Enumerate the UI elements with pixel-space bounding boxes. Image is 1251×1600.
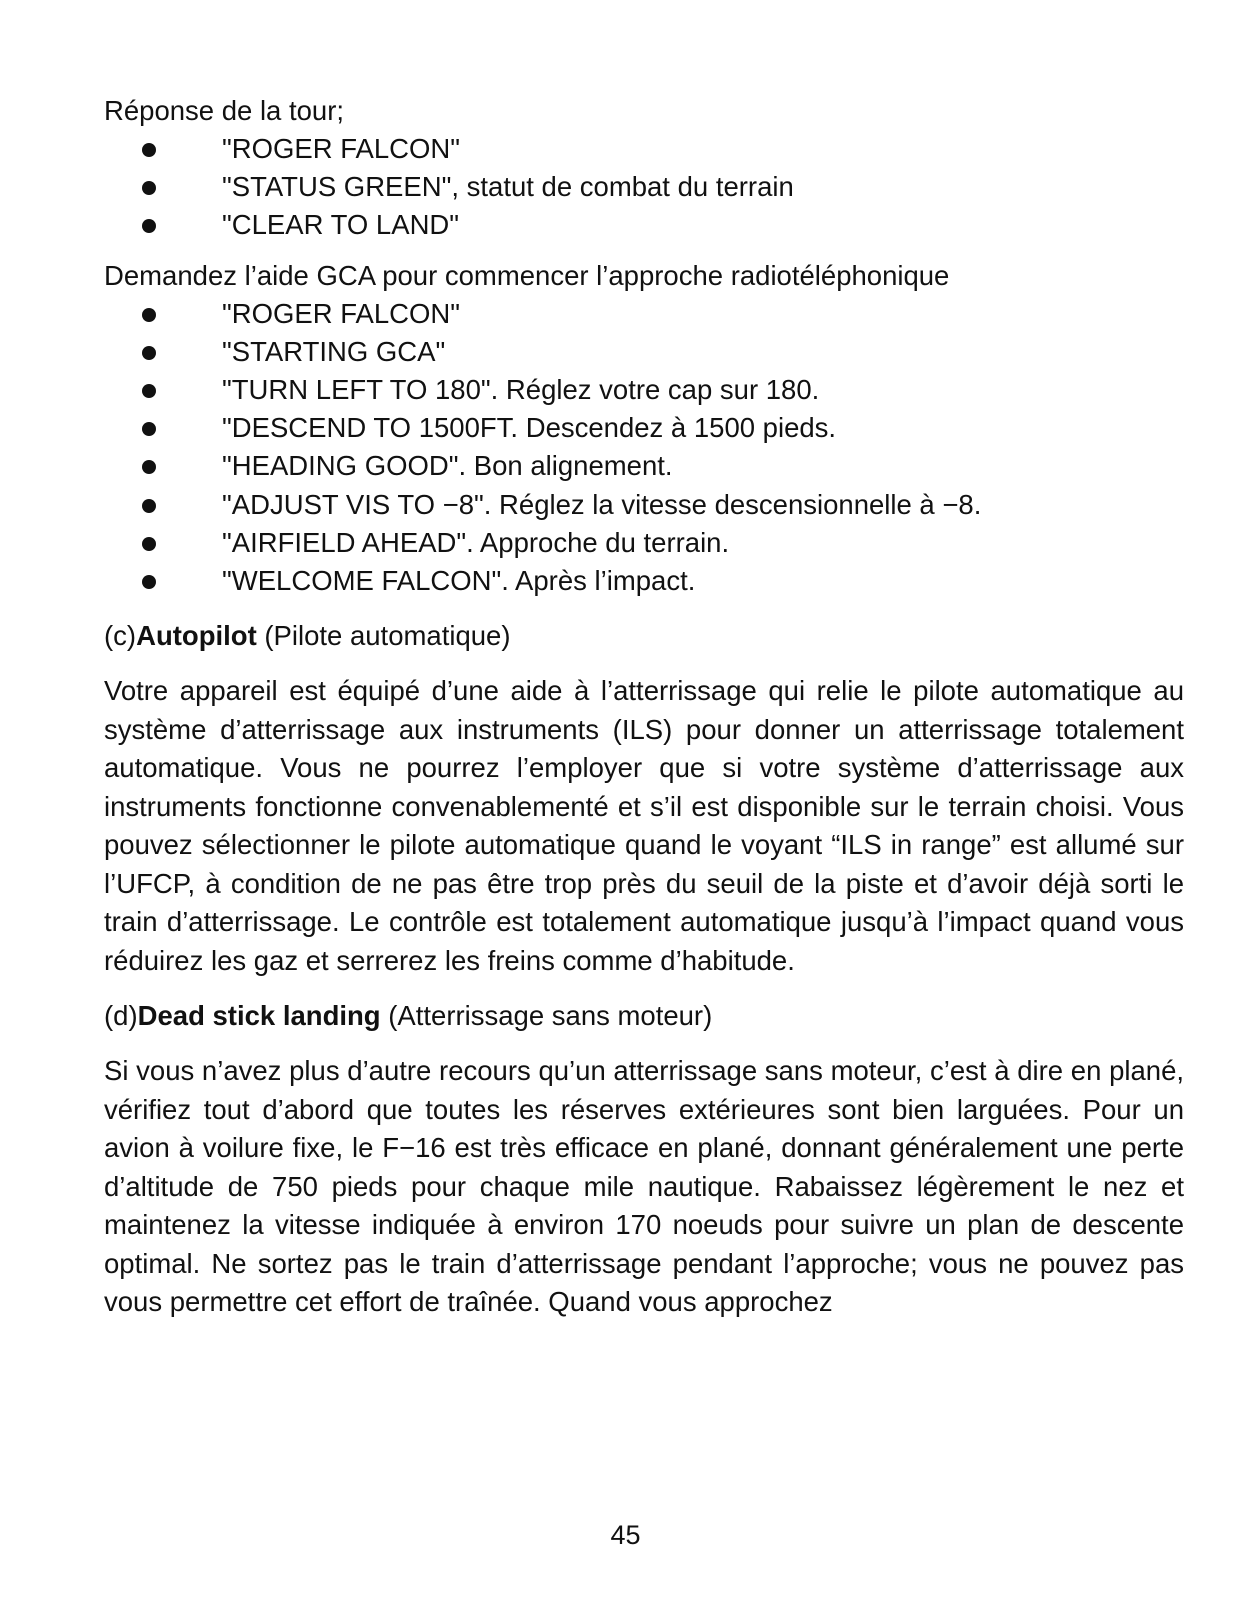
list-item: "WELCOME FALCON". Après l’impact.: [104, 562, 1184, 600]
bullet-icon: [142, 181, 156, 195]
page-content: [104, 92, 1184, 1322]
bullet-icon: [142, 460, 156, 474]
list-item: "TURN LEFT TO 180". Réglez votre cap sur 180.: [104, 371, 1184, 409]
bullet-icon: [142, 143, 156, 157]
bullet-icon: [142, 308, 156, 322]
list-item: "STARTING GCA": [104, 333, 1184, 371]
bullet-icon: [142, 499, 156, 513]
bullet-icon: [142, 219, 156, 233]
list-item: "CLEAR TO LAND": [104, 206, 1184, 244]
autopilot-title: Autopilot: [136, 620, 257, 652]
bullet-icon: [142, 384, 156, 398]
list-item: "AIRFIELD AHEAD". Approche du terrain.: [104, 524, 1184, 562]
deadstick-heading: (d)Dead stick landing (Atterrissage sans moteur): [104, 1000, 713, 1032]
list-item: "ROGER FALCON": [104, 295, 1184, 333]
tower-response-list: [104, 130, 1184, 245]
gca-response-list: [104, 295, 1184, 601]
gca-request-intro: Demandez l’aide GCA pour commencer l’approche radiotéléphonique: [104, 259, 950, 291]
deadstick-title: Dead stick landing: [137, 1000, 381, 1032]
list-item: "HEADING GOOD". Bon alignement.: [104, 447, 1184, 485]
bullet-icon: [142, 346, 156, 360]
list-item: "STATUS GREEN", statut de combat du terrain: [104, 168, 1184, 206]
bullet-icon: [142, 537, 156, 551]
bullet-icon: [142, 575, 156, 589]
autopilot-paragraph: Votre appareil est équipé d’une aide à l’atterrissage qui relie le pilote automatique au système d’atterrissage aux instruments (ILS) pour donner un atterrissage totalement automatique. Vous ne pourrez l’employer que si votre système d’atterrissage aux instruments fonctionne convenablementé et s’il est disponible sur le terrain choisi. Vous pouvez sélectionner le pilote automatique quand le voyant “ILS in range” est allumé sur l’UFCP, à condition de ne pas être trop près du seuil de la piste et d’avoir déjà sorti le train d’atterrissage. Le contrôle est totalement automatique jusqu’à l’impact quand vous réduirez les gaz et serrerez les freins comme d’habitude.: [104, 675, 1184, 976]
deadstick-paragraph: Si vous n’avez plus d’autre recours qu’un atterrissage sans moteur, c’est à dire en plané, vérifiez tout d’abord que toutes les réserves extérieures sont bien larguées. Pour un avion à voilure fixe, le F−16 est très efficace en plané, donnant généralement une perte d’altitude de 750 pieds pour chaque mile nautique. Rabaissez légèrement le nez et maintenez la vitesse indiquée à environ 170 noeuds pour suivre un plan de descente optimal. Ne sortez pas le train d’atterrissage pendant l’approche; vous ne pouvez pas vous permettre cet effort de traînée. Quand vous approchez: [104, 1055, 1184, 1318]
list-item: "ROGER FALCON": [104, 130, 1184, 168]
page-number: 45: [610, 1520, 641, 1550]
list-item: "DESCEND TO 1500FT. Descendez à 1500 pieds.: [104, 409, 1184, 447]
autopilot-heading: (c)Autopilot (Pilote automatique): [104, 620, 511, 652]
bullet-icon: [142, 422, 156, 436]
tower-response-intro: Réponse de la tour;: [104, 95, 345, 126]
list-item: "ADJUST VIS TO −8". Réglez la vitesse descensionnelle à −8.: [104, 486, 1184, 524]
